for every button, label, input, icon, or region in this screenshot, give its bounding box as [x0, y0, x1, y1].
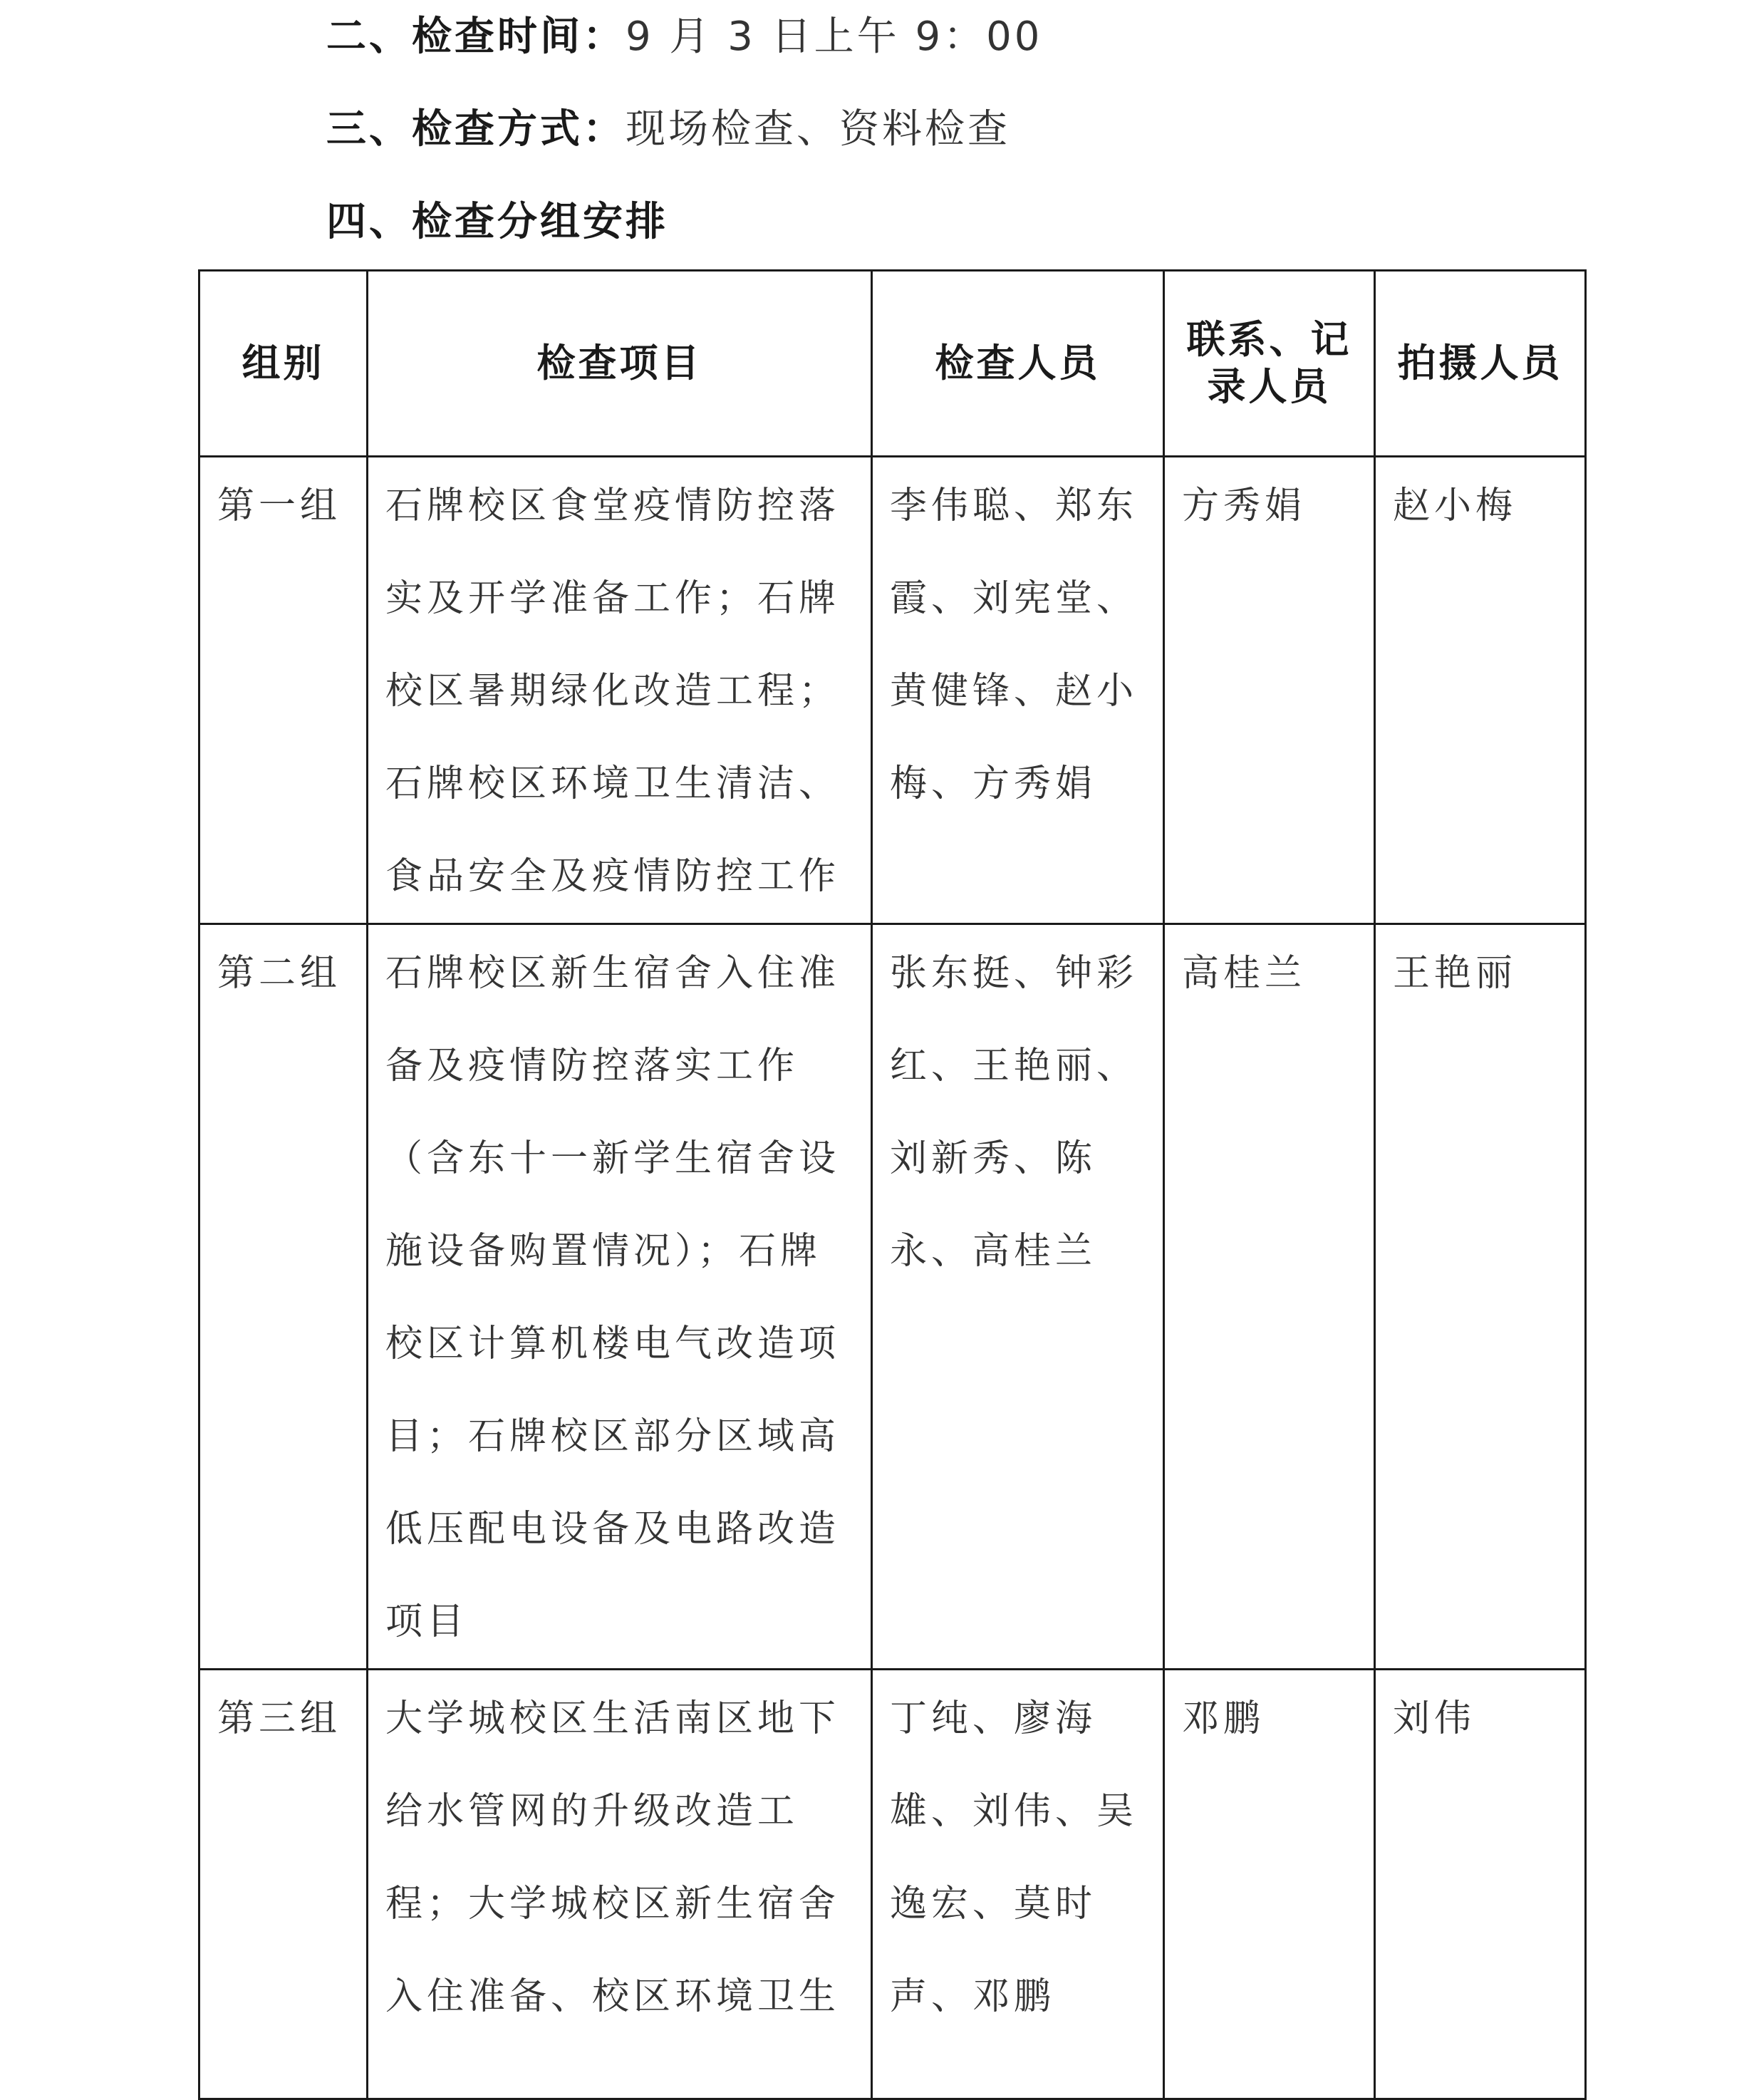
contact-person: 邓鹏: [1182, 1697, 1265, 1740]
group-arrangement-label: 四、检查分组安排: [326, 199, 668, 245]
inspection-method-label: 三、检查方式：: [326, 106, 626, 152]
inspectors: 张东挺、钟彩红、王艳丽、刘新秀、陈永、高桂兰: [890, 952, 1138, 1273]
header-contact: [1164, 271, 1375, 457]
cell-inspectors: [872, 457, 1164, 924]
inspection-method-value: 现场检查、资料检查: [626, 106, 1010, 152]
inspection-time-label: 二、检查时间：: [326, 14, 626, 60]
inspectors: 李伟聪、郑东霞、刘宪堂、黄健锋、赵小梅、方秀娟: [890, 485, 1138, 805]
cell-inspectors: [872, 924, 1164, 1670]
header-inspectors: 检查人员: [872, 271, 1164, 457]
cell-items: [368, 1670, 872, 2099]
cell-contact: [1164, 1670, 1375, 2099]
cell-group: [199, 457, 368, 924]
photographer: 赵小梅: [1393, 485, 1517, 527]
cell-photographer: [1375, 924, 1586, 1670]
inspection-method-line: [326, 101, 1010, 158]
inspection-items: 大学城校区生活南区地下给水管网的升级改造工程；大学城校区新生宿舍入住准备、校区环境卫生: [385, 1697, 841, 2018]
cell-contact: [1164, 457, 1375, 924]
inspection-time-value: 9 月 3 日上午 9：00: [626, 14, 1043, 60]
cell-contact: [1164, 924, 1375, 1670]
group-name: 第一组: [217, 485, 342, 527]
cell-photographer: [1375, 457, 1586, 924]
group-name: 第二组: [217, 952, 342, 995]
photographer: 王艳丽: [1393, 952, 1517, 995]
group-arrangement-heading: [326, 194, 668, 251]
cell-photographer: [1375, 1670, 1586, 2099]
header-group: 组别: [199, 271, 368, 457]
header-contact-label: 联系、记录人员: [1186, 317, 1352, 409]
cell-items: [368, 924, 872, 1670]
inspection-time-line: [326, 9, 1042, 66]
inspection-group-table: [198, 269, 1587, 2100]
table-row: [199, 924, 1586, 1670]
inspection-items: 石牌校区新生宿舍入住准备及疫情防控落实工作（含东十一新学生宿舍设施设备购置情况）；石牌校区计算机楼电气改造项目；石牌校区部分区域高低压配电设备及电路改造项目: [385, 952, 841, 1643]
cell-group: [199, 924, 368, 1670]
table-row: [199, 1670, 1586, 2099]
group-name: 第三组: [217, 1697, 342, 1740]
photographer: 刘伟: [1393, 1697, 1476, 1740]
header-items: 检查项目: [368, 271, 872, 457]
header-photographer: 拍摄人员: [1375, 271, 1586, 457]
cell-group: [199, 1670, 368, 2099]
cell-inspectors: [872, 1670, 1164, 2099]
table-header-row: [199, 271, 1586, 457]
cell-items: [368, 457, 872, 924]
inspectors: 丁纯、廖海雄、刘伟、吴逸宏、莫时声、邓鹏: [890, 1697, 1138, 2018]
contact-person: 高桂兰: [1182, 952, 1307, 995]
inspection-items: 石牌校区食堂疫情防控落实及开学准备工作；石牌校区暑期绿化改造工程；石牌校区环境卫生清洁、食品安全及疫情防控工作: [385, 485, 841, 898]
table-row: [199, 457, 1586, 924]
contact-person: 方秀娟: [1182, 485, 1307, 527]
